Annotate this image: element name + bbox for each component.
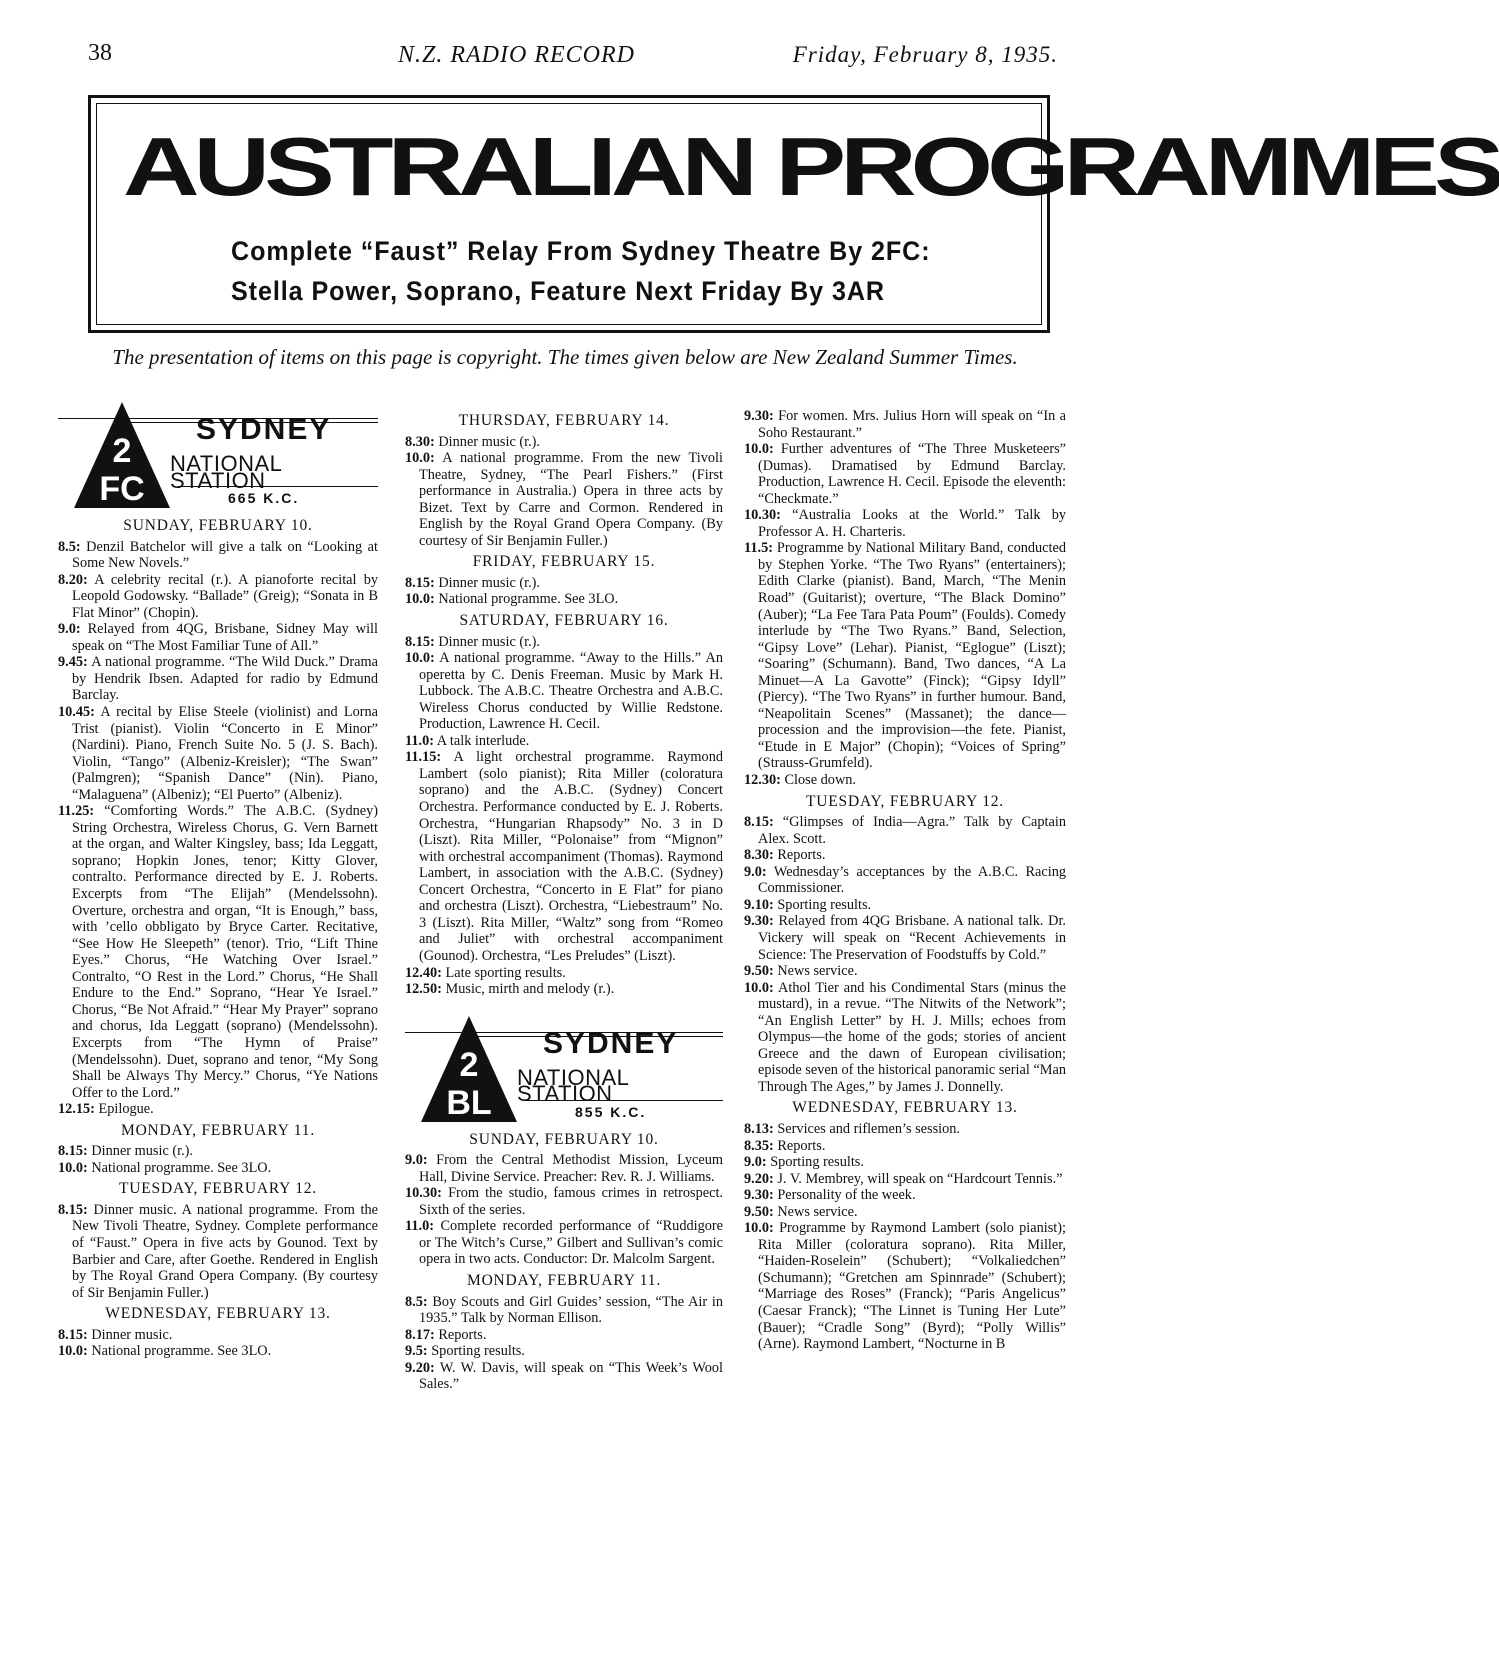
- programme-item: [58, 1143, 378, 1160]
- programme-item: [405, 1218, 723, 1268]
- programme-time: 9.10:: [744, 896, 774, 913]
- programme-time: 9.30:: [744, 913, 774, 930]
- programme-item: [744, 814, 1066, 847]
- triangle-logo-icon: [417, 1014, 527, 1126]
- programme-item: [58, 654, 378, 704]
- programme-item: [744, 963, 1066, 980]
- programme-text: Reports.: [777, 847, 826, 864]
- callsign-top: 2: [459, 1045, 479, 1084]
- programme-list: [405, 413, 723, 998]
- programme-time: 9.0:: [744, 1154, 767, 1171]
- programme-time: 12.30:: [744, 772, 781, 789]
- programme-text: National programme. See 3LO.: [91, 1343, 272, 1360]
- programme-list: [744, 408, 1066, 1353]
- programme-text: Dinner music.: [91, 1326, 173, 1343]
- day-heading: FRIDAY, FEBRUARY 15.: [472, 553, 656, 571]
- callsign-bottom: BL: [446, 1083, 492, 1122]
- programme-time: 9.30:: [744, 408, 774, 424]
- programme-text: “Comforting Words.” The A.B.C. (Sydney) String Orchestra, Wireless Chorus, G. Vern Barnett at the organ, and Walter Kingsley, bass; Ida Leggatt, soprano; Hopkin Jones, tenor; Kitty Glover, contralto. Performance directed by E. J. Roberts. Excerpts from “The Elijah” (Mendelssohn). Overture, orchestra and organ, “It is Enough,” bass, with ’cello obbligato by Bryce Carter. Recitative, “See How He Sleepeth” (tenor). Trio, “Lift Thine Eyes.” Chorus, “He Watching Over Israel.” Contralto, “O Rest in the Lord.” Chorus, “He Shall Endure to the End.” Soprano, “Hear Ye Israel.” Chorus, “Be Not Afraid.” “Hear My Prayer” soprano and chorus, Ida Leggatt (soprano) (Mendelssohn). Excerpts from “The Hymn of Praise” (Mendelssohn). Duet, soprano and tenor, “My Song Shall be Always Thy Mercy.” Chorus, “Ye Nations Offer to the Lord.”: [72, 803, 378, 1101]
- programme-item: [744, 408, 1066, 441]
- day-heading: SATURDAY, FEBRUARY 16.: [459, 612, 669, 630]
- programme-text: Denzil Batchelor will give a talk on “Looking at Some New Novels.”: [72, 538, 378, 572]
- programme-item: [58, 1343, 378, 1360]
- programme-time: 8.30:: [744, 847, 774, 864]
- day-heading: THURSDAY, FEBRUARY 14.: [458, 412, 670, 429]
- programme-item: [58, 572, 378, 622]
- programme-time: 8.13:: [744, 1120, 774, 1137]
- programme-text: Wednesday’s acceptances by the A.B.C. Racing Commissioner.: [758, 863, 1066, 897]
- programme-text: W. W. Davis, will speak on “This Week’s Wool Sales.”: [419, 1359, 723, 1393]
- programme-item: [744, 864, 1066, 897]
- programme-item: [744, 1220, 1066, 1352]
- copyright-note: The presentation of items on this page is copyright. The times given below are New Zealand Summer Times.: [112, 345, 1018, 369]
- day-heading: MONDAY, FEBRUARY 11.: [466, 1271, 661, 1289]
- programme-item: [744, 847, 1066, 864]
- programme-text: Sporting results.: [770, 1154, 864, 1171]
- programme-time: 9.30:: [744, 1187, 774, 1204]
- programme-item: [405, 575, 723, 592]
- programme-text: A recital by Elise Steele (violinist) and Lorna Trist (pianist). Violin “Concerto in E Minor” (Nardini). Piano, French Suite No. 5 (J. S. Bach). Violin, “Tango” (Albeniz-Kreisler); “The Swan” (Palmgren); “Spanish Dance” (Nin). Piano, “Malaguena” (Albeniz); “El Puerto” (Albeniz).: [72, 704, 378, 803]
- programme-item: [405, 634, 723, 651]
- station-logo-2bl: [405, 1014, 723, 1126]
- programme-time: 8.30:: [405, 433, 435, 450]
- programme-item: [58, 1160, 378, 1177]
- programme-time: 9.50:: [744, 963, 774, 980]
- programme-time: 9.0:: [405, 1152, 428, 1169]
- banner-title: AUSTRALIAN PROGRAMMES: [123, 120, 1499, 213]
- programme-item: [405, 1185, 723, 1218]
- station-city: SYDNEY: [543, 1026, 679, 1060]
- programme-time: 9.50:: [744, 1203, 774, 1220]
- programme-item: [58, 621, 378, 654]
- programme-time: 9.0:: [744, 863, 767, 880]
- programme-time: 12.40:: [405, 964, 442, 981]
- programme-item: [405, 1343, 723, 1360]
- programme-time: 10.0:: [58, 1159, 88, 1176]
- station-frequency: 665 K.C.: [228, 490, 300, 506]
- programme-text: For women. Mrs. Julius Horn will speak on “In a Soho Restaurant.”: [758, 408, 1067, 441]
- programme-text: Music, mirth and melody (r.).: [445, 981, 615, 998]
- programme-text: A light orchestral programme. Raymond Lambert (solo pianist); Rita Miller (coloratura soprano) and the A.B.C. (Sydney) Concert Orchestra. Performance conducted by E. J. Roberts. Orchestra, “Hungarian Rhapsody” No. 3 in D (Liszt). Rita Miller, “Polonaise” from “Mignon” with orchestral accompaniment (Thomas). Raymond Lambert, in association with the A.B.C. (Sydney) Concert Orchestra, “Concerto in E Flat” for piano and orchestra (Liszt). Orchestra, “Liebestraum” No. 3 (Liszt). Rita Miller, “Waltz” song from “Romeo and Juliet” with orchestral accompaniment (Gounod). Orchestra, “Les Preludes” (Liszt).: [419, 749, 723, 964]
- programme-text: Boy Scouts and Girl Guides’ session, “The Air in 1935.” Talk by Norman Ellison.: [419, 1293, 723, 1327]
- programme-item: [744, 540, 1066, 772]
- programme-time: 11.15:: [405, 749, 442, 766]
- programme-text: A national programme. From the new Tivoli Theatre, Sydney, “The Pearl Fishers.” (First performance in Australia.) Opera in three acts by Bizet. Text by Carre and Cormon. Rendered in English by the Royal Grand Opera Company. (By courtesy of Sir Benjamin Fuller.): [419, 450, 723, 549]
- programme-item: [58, 1327, 378, 1344]
- programme-text: National programme. See 3LO.: [438, 591, 619, 608]
- programme-item: [744, 1138, 1066, 1155]
- programme-text: Dinner music (r.).: [438, 633, 541, 650]
- day-heading: SUNDAY, FEBRUARY 10.: [123, 517, 313, 534]
- programme-time: 10.0:: [744, 441, 774, 458]
- programme-text: “Glimpses of India—Agra.” Talk by Captain Alex. Scott.: [758, 814, 1066, 847]
- programme-time: 10.0:: [405, 591, 435, 608]
- page-number: 38: [88, 40, 112, 66]
- page-header: [88, 40, 1058, 70]
- programme-item: [58, 704, 378, 803]
- programme-item: [405, 1360, 723, 1393]
- programme-text: Relayed from 4QG, Brisbane, Sidney May will speak on “The Most Familiar Tune of All.”: [72, 621, 379, 654]
- programme-text: Dinner music (r.).: [91, 1143, 194, 1160]
- programme-time: 10.0:: [744, 979, 774, 996]
- programme-time: 12.50:: [405, 981, 442, 998]
- programme-item: [744, 980, 1066, 1096]
- programme-text: Dinner music (r.).: [438, 574, 541, 591]
- programme-text: Athol Tier and his Condimental Stars (minus the mustard), in a revue. “The Nitwits of the Network”; “An English Letter” by H. J. Mills; echoes from Olympus—the home of the gods; stories of ancient Greece and the dawn of European civilisation; episode seven of the historical panoramic serial “Man Through The Ages,” by James J. Donnelly.: [758, 979, 1066, 1095]
- day-heading: WEDNESDAY, FEBRUARY 13.: [792, 1099, 1018, 1117]
- programme-text: J. V. Membrey, will speak on “Hardcourt Tennis.”: [777, 1170, 1063, 1187]
- station-frequency: 855 K.C.: [575, 1103, 647, 1120]
- programme-time: 11.25:: [58, 803, 95, 820]
- programme-time: 10.30:: [405, 1185, 442, 1202]
- column-2: [405, 408, 723, 1393]
- programme-item: [744, 1171, 1066, 1188]
- programme-time: 9.0:: [58, 621, 81, 638]
- banner-subtitle-2: Stella Power, Soprano, Feature Next Friday By 3AR: [231, 276, 885, 306]
- programme-text: Dinner music (r.).: [438, 433, 541, 450]
- programme-item: [405, 733, 723, 750]
- programme-item: [744, 1121, 1066, 1138]
- programme-time: 10.0:: [58, 1343, 88, 1360]
- programme-text: Programme by National Military Band, conducted by Stephen Yorke. “The Two Ryans” (entertainers); Edith Clarke (pianist). Band, March, “The Menin Road” (Guitarist); overture, “The Black Domino” (Auber); “La Fee Tara Pata Poum” (Foulds). Comedy interlude by “The Two Ryans.” Band, Selection, “Gipsy Love” (Lehar). Pianist, “Eglogue” (Liszt); “Soaring” (Schumann). Band, Two dances, “A La Minuet—A La Gavotte” (Finck); “Gipsy Idyll” (Piercy). “The Two Ryans” in further humour. Band, “Neapolitain Scenes” (Massanet); the dance—procession and the improvision—the fete. Pianist, “Etude in E Major” (Chopin); “Voices of Spring” (Strauss-Grumfeld).: [758, 540, 1066, 772]
- programme-text: A celebrity recital (r.). A pianoforte recital by Leopold Godowsky. “Ballade” (Greig); “Sonata in B Flat Minor” (Chopin).: [72, 571, 378, 621]
- programme-text: Reports.: [777, 1137, 826, 1154]
- programme-text: From the studio, famous crimes in retrospect. Sixth of the series.: [419, 1185, 723, 1218]
- title-banner: [88, 95, 1499, 333]
- programme-text: Complete recorded performance of “Ruddigore or The Witch’s Curse,” Gilbert and Sullivan’s comic opera in two acts. Conductor: Dr. Malcolm Sargent.: [419, 1218, 723, 1268]
- programme-text: A talk interlude.: [436, 732, 530, 749]
- day-heading: MONDAY, FEBRUARY 11.: [120, 1121, 315, 1139]
- programme-item: [58, 539, 378, 572]
- programme-time: 8.17:: [405, 1326, 435, 1343]
- programme-time: 11.5:: [744, 540, 773, 557]
- station-type: NATIONAL STATION: [170, 451, 282, 493]
- programme-time: 10.45:: [58, 704, 95, 721]
- programme-item: [744, 441, 1066, 507]
- programme-time: 10.30:: [744, 507, 781, 524]
- programme-text: News service.: [777, 1203, 858, 1220]
- programme-item: [405, 749, 723, 964]
- programme-item: [744, 1204, 1066, 1221]
- programme-item: [58, 803, 378, 1101]
- programme-item: [744, 1154, 1066, 1171]
- programme-time: 8.15:: [58, 1143, 88, 1160]
- programme-text: From the Central Methodist Mission, Lyceum Hall, Divine Service. Preacher: Rev. R. J. Williams.: [419, 1152, 724, 1185]
- column-3: [744, 408, 1066, 1353]
- programme-time: 8.35:: [744, 1137, 774, 1154]
- banner-subtitle-1: Complete “Faust” Relay From Sydney Theatre By 2FC:: [231, 236, 931, 266]
- programme-text: Personality of the week.: [777, 1187, 916, 1204]
- programme-item: [405, 981, 723, 998]
- masthead: N.Z. RADIO RECORD: [398, 42, 635, 68]
- programme-item: [405, 434, 723, 451]
- programme-text: Services and riflemen’s session.: [777, 1120, 961, 1137]
- programme-item: [744, 1187, 1066, 1204]
- programme-time: 8.5:: [405, 1293, 428, 1310]
- programme-time: 8.5:: [58, 538, 81, 555]
- programme-text: Dinner music. A national programme. From the New Tivoli Theatre, Sydney. Complete performance of “Faust.” Opera in five acts by Gounod. Text by Barbier and Care, after Goethe. Rendered in English by The Royal Grand Opera Company. (By courtesy of Sir Benjamin Fuller.): [72, 1201, 379, 1301]
- station-logo-2fc: [58, 400, 378, 512]
- programme-text: A national programme. “Away to the Hills.” An operetta by C. Denis Freeman. Music by Mark H. Lubbock. The A.B.C. Theatre Orchestra and A.B.C. Wireless Chorus conducted by Willie Redstone. Production, Lawrence H. Cecil.: [419, 650, 723, 733]
- programme-time: 11.0:: [405, 732, 434, 749]
- issue-date: Friday, February 8, 1935.: [792, 42, 1058, 67]
- triangle-logo-icon: [70, 400, 180, 512]
- day-heading: TUESDAY, FEBRUARY 12.: [806, 792, 1004, 810]
- programme-item: [405, 450, 723, 549]
- programme-time: 9.45:: [58, 654, 88, 671]
- programme-time: 10.0:: [744, 1220, 774, 1237]
- programme-time: 9.20:: [744, 1170, 774, 1187]
- programme-text: Sporting results.: [777, 896, 872, 913]
- station-type: NATIONAL STATION: [517, 1064, 629, 1107]
- programme-time: 8.15:: [58, 1201, 88, 1218]
- programme-item: [58, 1101, 378, 1118]
- programme-item: [744, 507, 1066, 540]
- programme-text: National programme. See 3LO.: [91, 1159, 272, 1176]
- programme-list: [58, 518, 378, 1360]
- programme-time: 8.15:: [744, 814, 774, 831]
- callsign-top: 2: [112, 432, 132, 470]
- programme-item: [405, 650, 723, 733]
- day-heading: SUNDAY, FEBRUARY 10.: [469, 1130, 659, 1148]
- programme-item: [744, 772, 1066, 789]
- programme-item: [405, 1152, 723, 1185]
- programme-text: A national programme. “The Wild Duck.” Drama by Hendrik Ibsen. Adapted for radio by Edmund Barclay.: [72, 654, 378, 704]
- programme-item: [405, 591, 723, 608]
- programme-time: 12.15:: [58, 1101, 95, 1118]
- programme-item: [744, 913, 1066, 963]
- programme-time: 10.0:: [405, 450, 435, 467]
- programme-text: Close down.: [784, 772, 857, 789]
- station-city: SYDNEY: [196, 413, 332, 446]
- programme-text: “Australia Looks at the World.” Talk by Professor A. H. Charteris.: [758, 507, 1066, 540]
- programme-time: 9.20:: [405, 1359, 435, 1376]
- programme-time: 8.20:: [58, 571, 88, 588]
- programme-item: [405, 1294, 723, 1327]
- programme-text: Sporting results.: [431, 1343, 525, 1360]
- programme-item: [58, 1202, 378, 1301]
- programme-item: [405, 965, 723, 982]
- programme-time: 9.5:: [405, 1343, 428, 1360]
- programme-text: Relayed from 4QG Brisbane. A national talk. Dr. Vickery will speak on “Recent Achievements in Science: The Preservation of Foodstuffs by Cold.”: [758, 913, 1066, 963]
- programme-text: Reports.: [438, 1326, 487, 1343]
- programme-time: 11.0:: [405, 1218, 434, 1235]
- programme-text: Late sporting results.: [445, 964, 566, 981]
- programme-list: [405, 1132, 723, 1393]
- column-1: [58, 400, 378, 1360]
- programme-item: [405, 1327, 723, 1344]
- programme-text: Epilogue.: [98, 1101, 154, 1118]
- programme-text: Programme by Raymond Lambert (solo pianist); Rita Miller (coloratura soprano). Rita Miller, “Haiden-Roselein” (Schubert); “Volkaliedchen” (Schumann); “Gretchen am Spinnrade” (Schubert); “Marriage des Roses” (Franck); “Paris Angelicus” (Caesar Franck); “The Linnet is Tuning Her Lute” (Bauer); “Cradle Song” (Byrd); “Polly Willis” (Arne). Raymond Lambert, “Nocturne in B: [758, 1220, 1067, 1353]
- programme-text: Further adventures of “The Three Musketeers” (Dumas). Dramatised by Edmund Barclay. Production, Lawrence H. Cecil. Episode the eleventh: “Checkmate.”: [758, 441, 1067, 507]
- programme-time: 8.15:: [405, 574, 435, 591]
- programme-time: 10.0:: [405, 650, 435, 667]
- programme-time: 8.15:: [405, 633, 435, 650]
- programme-item: [744, 897, 1066, 914]
- programme-text: News service.: [777, 963, 858, 980]
- day-heading: WEDNESDAY, FEBRUARY 13.: [105, 1305, 331, 1323]
- day-heading: TUESDAY, FEBRUARY 12.: [119, 1180, 317, 1198]
- callsign-bottom: FC: [99, 470, 145, 508]
- programme-time: 8.15:: [58, 1326, 88, 1343]
